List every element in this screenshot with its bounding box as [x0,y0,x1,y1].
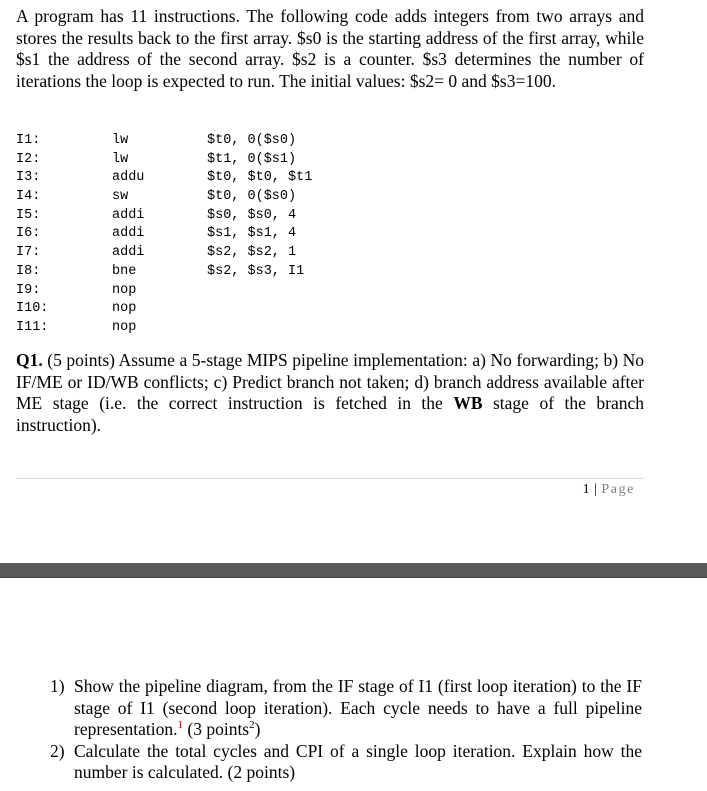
task-text-points: (3 points [183,719,250,739]
code-opcode: addi [112,226,145,242]
code-opcode: nop [112,282,137,298]
code-label: I5: [16,207,41,223]
code-operands: $s2, $s3, I1 [207,263,305,279]
code-label: I4: [16,189,41,205]
code-opcode: lw [112,151,129,167]
code-opcode: addi [112,207,145,223]
page-word: Page [601,482,635,497]
task-item [50,676,642,741]
footnote-marker[interactable]: 1 [177,719,183,732]
task-item [50,741,642,784]
code-opcode: lw [112,133,129,148]
question-text-end: stage of the branch instruction). [16,393,644,435]
code-label: I11: [16,319,49,335]
code-operands: $t0, 0($s0) [207,189,297,205]
page-number-separator: | [590,482,602,497]
code-opcode: nop [112,319,137,335]
page-break-gap [0,563,707,578]
code-label: I1: [16,133,41,148]
code-label: I2: [16,151,41,167]
code-label: I9: [16,282,41,298]
task-number: 2) [50,740,65,761]
footnote-marker-2[interactable]: 2 [249,719,255,732]
intro-paragraph: A program has 11 instructions. The following code adds integers from two arrays and stores the results back to the first array. $s0 is the starting address of the first array, while $s1 the address of the second array. $s2 is a counter. $s3 determines the number of iterations the loop is expected to run. The initial values: $s2= 0 and $s3=100. [16,6,644,91]
code-label: I8: [16,263,41,279]
footer-rule [16,478,644,479]
code-label: I7: [16,245,41,261]
code-opcode: addu [112,170,145,186]
task-list [50,676,642,784]
page-number-value: 1 [582,482,591,497]
page-number [583,482,635,498]
code-label: I6: [16,226,41,242]
task-number: 1) [50,676,65,696]
code-operands: $t0, $t0, $t1 [207,170,313,186]
task-text: Show the pipeline diagram, from the IF stage of I1 (first loop iteration) to the IF stage of I1 (second loop iteration). Each cycle needs to have a full pipeline representation. [74,676,642,739]
question-text: (5 points) Assume a 5-stage MIPS pipeline implementation: a) No forwarding; b) No IF/ME or ID/WB conflicts; c) Predict branch not taken; d) branch address available after ME stage (i.e. the correct instruction is fetched in the [16,350,644,413]
code-label: I10: [16,301,49,317]
question-label: Q1. [16,350,43,370]
task-text: Calculate the total cycles and CPI of a single loop iteration. Explain how the number is calculated. (2 points) [74,740,642,782]
code-label: I3: [16,170,41,186]
code-opcode: addi [112,245,145,261]
code-operands: $t0, 0($s0) [207,133,297,148]
task-text-close: ) [254,719,261,739]
code-opcode: sw [112,189,129,205]
question-bold-word: WB [453,393,483,413]
code-operands: $t1, 0($s1) [207,151,297,167]
code-opcode: nop [112,301,137,317]
code-operands: $s1, $s1, 4 [207,226,297,242]
code-opcode: bne [112,263,137,279]
question-1 [16,350,644,436]
code-operands: $s0, $s0, 4 [207,207,297,223]
code-operands: $s2, $s2, 1 [207,245,297,261]
